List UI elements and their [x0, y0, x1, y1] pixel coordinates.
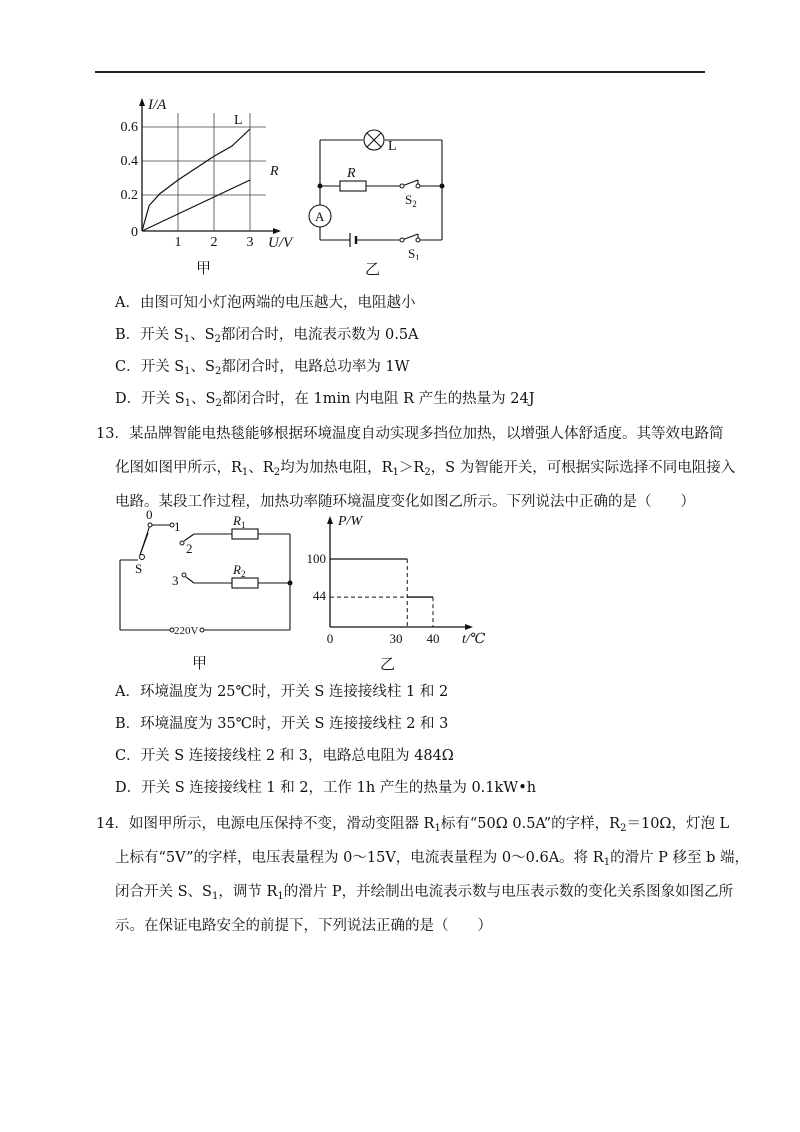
q12-circuit [300, 120, 460, 260]
junction-left [318, 184, 323, 189]
voltage-label: 220V [174, 625, 199, 637]
series-L-line [142, 129, 250, 231]
y-tick-0.4: 0.4 [120, 154, 138, 169]
terminal-3-label: 3 [172, 573, 179, 588]
lamp-label: L [388, 139, 397, 154]
header-rule [95, 71, 705, 73]
switch2-contact-right [416, 184, 420, 188]
resistor-r1-icon [232, 529, 258, 539]
resistor-icon [340, 181, 366, 191]
terminal-1-label: 1 [174, 519, 181, 534]
q14-line-1: 14．如图甲所示，电源电压保持不变，滑动变阻器 $R_1$标有“50Ω 0.5A”的字样，$R_2=10\Omega$，灯泡 L [96, 816, 730, 834]
x-tick-0: 0 [326, 631, 334, 646]
q13-caption-yi: 乙 [380, 655, 396, 673]
q13-caption-jia: 甲 [192, 654, 208, 672]
y-tick-100: 100 [306, 551, 326, 566]
x-tick-2: 2 [210, 235, 218, 250]
q12-option-d: D．开关 $S_1$、$S_2$都闭合时，在 1min 内电阻 R 产生的热量为 24J [115, 391, 535, 409]
terminal-0-label: 0 [146, 507, 153, 522]
supply-terminal-right [200, 628, 204, 632]
q12-iu-graph [110, 95, 305, 260]
y-axis-label: P/W [338, 514, 363, 529]
q13-option-a: A．环境温度为 25℃时，开关 S 连接接线柱 1 和 2 [115, 684, 449, 700]
terminal-2 [180, 541, 184, 545]
switch2-contact-left [400, 184, 404, 188]
y-tick-0.2: 0.2 [120, 188, 138, 203]
q13-line-2: 化图如图甲所示，$R_1$、$R_2$均为加热电阻，$R_1>R_2$，S 为智能开关，可根据实际选择不同电阻接入 [115, 460, 736, 478]
x-tick-1: 1 [174, 235, 182, 250]
x-axis-label: U/V [268, 235, 293, 251]
terminal-0 [148, 523, 152, 527]
switch2-label: $S_2$ [405, 192, 417, 209]
battery-icon [350, 233, 356, 247]
y-tick-0.6: 0.6 [120, 120, 138, 135]
q12-option-b: B．开关 $S_1$、$S_2$都闭合时，电流表示数为 0.5A [115, 327, 419, 345]
y-axis-label: I/A [148, 97, 167, 113]
q13-line-3: 电路。某段工作过程，加热功率随环境温度变化如图乙所示。下列说法中正确的是（ ） [115, 494, 695, 510]
q12-option-a: A．由图可知小灯泡两端的电压越大，电阻越小 [115, 295, 416, 311]
y-axis-arrow [327, 516, 333, 524]
y-axis-arrow [139, 98, 145, 106]
switch1-contact-right [416, 238, 420, 242]
y-tick-44: 44 [313, 588, 326, 603]
ammeter-label: A [315, 209, 325, 224]
x-tick-30: 30 [389, 631, 403, 646]
q12-caption-yi: 乙 [365, 260, 381, 278]
switch-pivot [140, 555, 145, 560]
x-axis-label: t/℃ [462, 632, 486, 647]
x-tick-3: 3 [246, 235, 254, 250]
q12-option-c: C．开关 $S_1$、$S_2$都闭合时，电路总功率为 1W [115, 359, 410, 377]
resistor-label: R [347, 166, 356, 181]
series-L-label: L [234, 113, 243, 128]
junction-right [288, 581, 293, 586]
q14-line-3: 闭合开关 S、$S_1$，调节 $R_1$的滑片 P，并绘制出电流表示数与电压表示数的变化关系图象如图乙所 [115, 884, 734, 902]
q13-circuit [110, 505, 305, 645]
q13-pt-graph [300, 505, 500, 650]
switch-s-label: S [135, 561, 143, 576]
q12-caption-jia: 甲 [196, 259, 212, 277]
q13-option-c: C．开关 S 连接接线柱 2 和 3，电路总电阻为 484Ω [115, 748, 454, 764]
q14-line-2: 上标有“5V”的字样，电压表量程为 0～15V，电流表量程为 0～0.6A。将 $R_1$的滑片 P 移至 b 端， [115, 850, 750, 868]
junction-right [440, 184, 445, 189]
x-axis-arrow [465, 624, 473, 630]
y-tick-0: 0 [131, 225, 138, 240]
series-R-line [142, 180, 250, 231]
x-tick-40: 40 [426, 631, 440, 646]
x-axis-arrow [273, 228, 281, 234]
resistor-r2-icon [232, 578, 258, 588]
series-R-label: R [270, 164, 279, 179]
switch1-contact-left [400, 238, 404, 242]
switch1-label: $S_1$ [408, 246, 420, 260]
q13-option-b: B．环境温度为 35℃时，开关 S 连接接线柱 2 和 3 [115, 716, 449, 732]
r1-label: $R_1$ [233, 513, 246, 530]
q14-line-4: 示。在保证电路安全的前提下，下列说法正确的是（ ） [115, 918, 492, 934]
lamp-icon [364, 130, 384, 150]
q13-option-d: D．开关 S 连接接线柱 1 和 2，工作 1h 产生的热量为 0.1kW•h [115, 780, 537, 796]
r2-label: $R_2$ [233, 562, 246, 579]
q13-line-1: 13．某品牌智能电热毯能够根据环境温度自动实现多挡位加热，以增强人体舒适度。其等效电路简 [96, 426, 724, 442]
terminal-2-label: 2 [186, 541, 193, 556]
terminal-3 [182, 573, 186, 577]
